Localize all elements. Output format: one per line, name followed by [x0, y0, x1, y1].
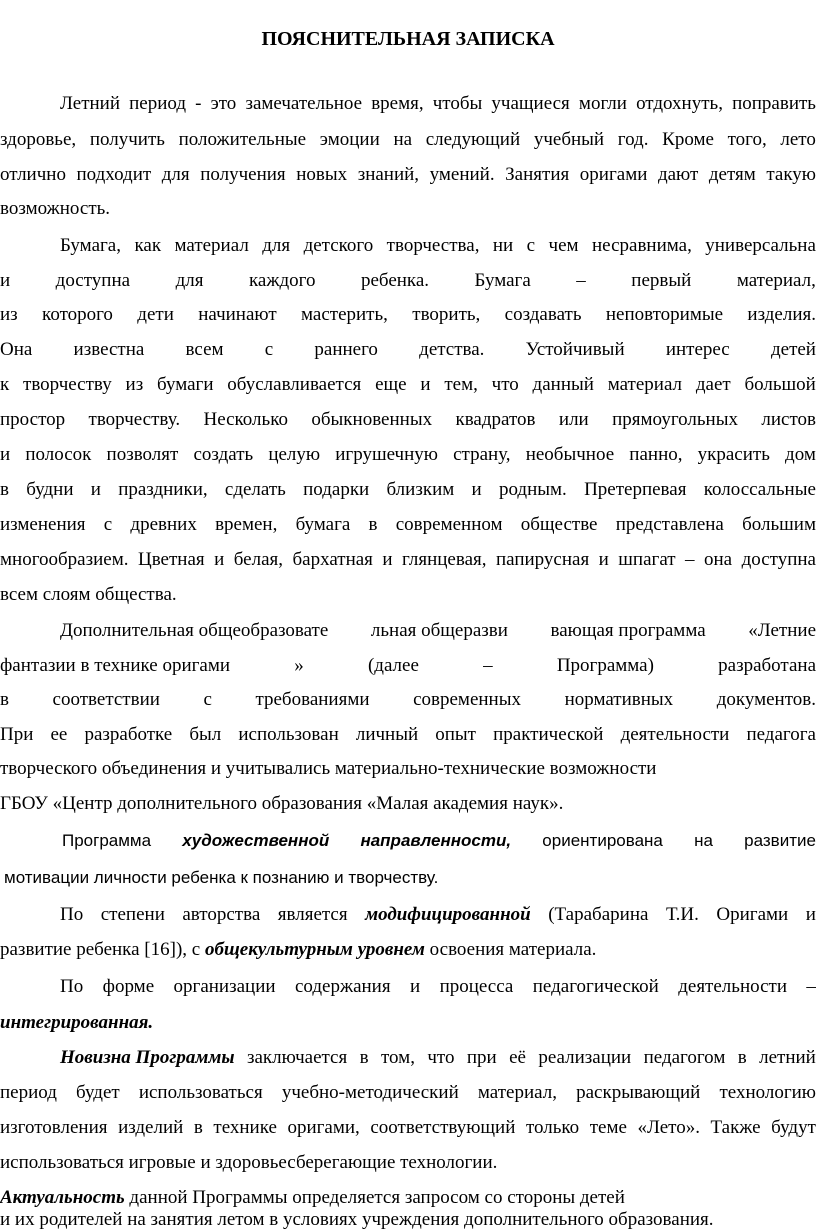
- p6-emphasis: интегрированная.: [0, 1012, 154, 1033]
- word: опыт: [435, 724, 476, 745]
- word: простор: [0, 409, 66, 430]
- word: и: [214, 549, 225, 570]
- word: вающая программа: [550, 620, 706, 641]
- p4-word: Программа: [62, 831, 152, 850]
- word: и: [471, 479, 482, 500]
- word: древних: [130, 514, 197, 535]
- word: Кроме: [662, 129, 714, 150]
- p1-line-3: [0, 163, 816, 187]
- word: учебно-методический: [281, 1082, 459, 1103]
- word: технологию: [719, 1082, 816, 1103]
- word: что: [491, 374, 519, 395]
- word: страну,: [453, 444, 511, 465]
- word: в: [368, 514, 378, 535]
- p7-word: педагогом: [643, 1047, 726, 1068]
- p2-line-7: [0, 443, 816, 467]
- word: Бумага,: [60, 235, 121, 256]
- word: и: [0, 270, 11, 291]
- p8-text: данной Программы определяется запросом со стороны детей: [124, 1187, 625, 1208]
- word: данный: [532, 374, 594, 395]
- word: первый: [631, 270, 692, 291]
- word: прямоугольных: [612, 409, 738, 430]
- p5-word: По: [60, 904, 84, 925]
- word: Летний: [60, 93, 120, 114]
- word: многообразием.: [0, 549, 129, 570]
- word: белая,: [233, 549, 284, 570]
- word: и: [90, 479, 101, 500]
- p4-word: на: [694, 831, 713, 850]
- word: творить,: [412, 304, 481, 325]
- word: Претерпевая: [584, 479, 687, 500]
- word: и: [382, 549, 393, 570]
- word: близким: [386, 479, 455, 500]
- word: использован: [238, 724, 339, 745]
- page-title: ПОЯСНИТЕЛЬНАЯ ЗАПИСКА: [261, 28, 555, 50]
- word: такую: [766, 164, 816, 185]
- p1-line-1: [0, 92, 816, 116]
- word: »: [294, 655, 304, 676]
- word: сделать: [224, 479, 286, 500]
- p5-word: Т.И.: [665, 904, 699, 925]
- p5-line-2: [0, 938, 816, 962]
- word: мастерить,: [301, 304, 388, 325]
- word: и: [598, 549, 609, 570]
- word: документов.: [716, 689, 816, 710]
- word: большим: [742, 514, 816, 535]
- p3-line-6: ГБОУ «Центр дополнительного образования «Малая академия наук».: [0, 793, 564, 814]
- word: соответствии: [52, 689, 160, 710]
- word: время,: [371, 93, 424, 114]
- word: в: [0, 479, 9, 500]
- word: замечательное: [245, 93, 363, 114]
- p2-line-11: всем слоям общества.: [0, 584, 177, 605]
- word: праздники,: [118, 479, 208, 500]
- word: положительные: [178, 129, 307, 150]
- p3-line-5: творческого объединения и учитывались материально-технические возможности: [0, 758, 657, 779]
- p5-word: авторства: [182, 904, 261, 925]
- word: и: [409, 976, 421, 997]
- word: дает: [695, 374, 731, 395]
- word: фантазии в технике оригами: [0, 655, 231, 676]
- word: творчеству.: [88, 409, 181, 430]
- p7-word: её: [509, 1047, 526, 1068]
- p7-word: в: [359, 1047, 369, 1068]
- word: был: [189, 724, 222, 745]
- p2-line-1: [0, 234, 816, 258]
- p2-line-5: [0, 373, 816, 397]
- p2-line-4: [0, 338, 816, 362]
- word: детям: [708, 164, 756, 185]
- word: раскрывающий: [576, 1082, 701, 1103]
- word: Также: [710, 1117, 761, 1138]
- p7-emphasis: Новизна Программы: [60, 1047, 235, 1068]
- word: или: [558, 409, 589, 430]
- word: –: [483, 655, 493, 676]
- word: теме: [589, 1117, 627, 1138]
- word: лето: [780, 129, 816, 150]
- word: всем: [185, 339, 224, 360]
- word: дом: [785, 444, 816, 465]
- word: интерес: [665, 339, 730, 360]
- word: разработке: [84, 724, 173, 745]
- word: известна: [73, 339, 145, 360]
- word: Занятия: [505, 164, 570, 185]
- p3-line-4: [0, 723, 816, 747]
- word: здоровье,: [0, 129, 77, 150]
- p8-emphasis: Актуальность: [0, 1187, 125, 1208]
- word: –: [685, 549, 695, 570]
- word: тем,: [444, 374, 478, 395]
- word: еще: [375, 374, 407, 395]
- word: шпагат: [618, 549, 676, 570]
- word: Программа): [556, 655, 654, 676]
- word: учебный: [533, 129, 605, 150]
- p2-line-2: [0, 269, 816, 293]
- word: обществе: [520, 514, 598, 535]
- p7-word: в: [737, 1047, 747, 1068]
- p5-word: является: [277, 904, 348, 925]
- word: для: [161, 164, 190, 185]
- word: как: [134, 235, 162, 256]
- word: в: [0, 689, 9, 710]
- word: папирусная: [495, 549, 590, 570]
- p3-line-1: [0, 619, 816, 643]
- word: с: [203, 689, 212, 710]
- word: содержания: [294, 976, 391, 997]
- p4-line-2: мотивации личности ребенка к познанию и творчеству.: [4, 868, 439, 887]
- word: современных: [413, 689, 521, 710]
- word: могли: [578, 93, 627, 114]
- word: раннего: [314, 339, 378, 360]
- p7-line-4: использоваться игровые и здоровьесберегающие технологии.: [0, 1152, 498, 1173]
- word: педагога: [746, 724, 816, 745]
- word: к: [0, 374, 10, 395]
- word: подарки: [303, 479, 370, 500]
- word: использоваться: [138, 1082, 263, 1103]
- p4-emphasis: направленности,: [360, 831, 512, 850]
- word: учащиеся: [491, 93, 570, 114]
- word: деятельности: [620, 724, 730, 745]
- word: -: [195, 93, 202, 114]
- word: создавать: [504, 304, 582, 325]
- word: льная общеразви: [370, 620, 508, 641]
- word: доступна: [741, 549, 816, 570]
- word: знаний,: [357, 164, 420, 185]
- word: глянцевая,: [402, 549, 487, 570]
- p2-line-6: [0, 408, 816, 432]
- word: ребенка.: [360, 270, 430, 291]
- word: деятельности: [678, 976, 787, 997]
- word: квадратов: [455, 409, 536, 430]
- p8-line-1: [0, 1186, 816, 1210]
- p2-line-10: [0, 548, 816, 572]
- word: дети: [137, 304, 174, 325]
- p4-word: развитие: [744, 831, 816, 850]
- word: изделия.: [747, 304, 816, 325]
- word: «Летние: [748, 620, 816, 641]
- word: отдохнуть,: [636, 93, 723, 114]
- word: Устойчивый: [525, 339, 625, 360]
- word: Несколько: [203, 409, 288, 430]
- word: личный: [355, 724, 419, 745]
- word: Дополнительная общеобразовате: [60, 620, 329, 641]
- p7-line-3: [0, 1116, 816, 1140]
- word: технике: [213, 1117, 277, 1138]
- word: получения: [200, 164, 286, 185]
- word: современном: [395, 514, 503, 535]
- p5-word: (Тарабарина: [548, 904, 649, 925]
- word: на: [393, 129, 413, 150]
- word: в: [193, 1117, 203, 1138]
- p6-line-1: [0, 975, 816, 999]
- word: творчеству: [23, 374, 112, 395]
- word: материал,: [736, 270, 816, 291]
- p5-word: Оригами: [716, 904, 789, 925]
- word: полосок: [25, 444, 92, 465]
- word: листов: [761, 409, 816, 430]
- p3-line-3: [0, 688, 816, 712]
- p8-line-2: и их родителей на занятия летом в условиях учреждения дополнительного образования.: [0, 1209, 714, 1230]
- word: панно,: [629, 444, 683, 465]
- word: бархатная: [292, 549, 373, 570]
- word: целую: [268, 444, 321, 465]
- word: Бумага: [474, 270, 531, 291]
- word: форме: [102, 976, 155, 997]
- word: изменения: [0, 514, 86, 535]
- p4-emphasis: художественной: [182, 831, 330, 850]
- word: из: [0, 304, 18, 325]
- p7-word: что: [427, 1047, 455, 1068]
- word: процесса: [439, 976, 514, 997]
- word: изделий: [118, 1117, 184, 1138]
- word: каждого: [248, 270, 316, 291]
- word: представлена: [615, 514, 724, 535]
- word: с: [103, 514, 113, 535]
- p5-text: освоения материала.: [424, 939, 597, 960]
- word: отлично: [0, 164, 66, 185]
- p4-word: ориентирована: [542, 831, 663, 850]
- word: того,: [727, 129, 767, 150]
- word: –: [576, 270, 586, 291]
- word: дают: [657, 164, 699, 185]
- word: Она: [0, 339, 33, 360]
- word: детей: [770, 339, 816, 360]
- p5-word: и: [805, 904, 816, 925]
- p1-line-2: [0, 128, 816, 152]
- p3-line-2: [0, 654, 816, 678]
- word: позволят: [106, 444, 179, 465]
- word: украсить: [697, 444, 770, 465]
- word: обуславливается: [227, 374, 362, 395]
- word: необычное: [525, 444, 615, 465]
- word: несравнима,: [592, 235, 692, 256]
- word: «Лето».: [637, 1117, 700, 1138]
- word: и: [420, 374, 431, 395]
- word: оригами: [579, 164, 648, 185]
- p2-line-9: [0, 513, 816, 537]
- word: период: [0, 1082, 57, 1103]
- word: создать: [193, 444, 254, 465]
- p1-line-4: возможность.: [0, 198, 111, 219]
- word: период: [129, 93, 187, 114]
- p7-line-2: [0, 1081, 816, 1105]
- word: ее: [50, 724, 68, 745]
- word: разработана: [718, 655, 816, 676]
- word: для: [262, 235, 291, 256]
- word: и: [0, 444, 11, 465]
- p5-line-1: [0, 903, 816, 927]
- p6-line-2: [0, 1011, 816, 1035]
- p4-line-1: [0, 829, 816, 853]
- word: При: [0, 724, 34, 745]
- p7-word: летний: [759, 1047, 816, 1068]
- word: бумага: [295, 514, 351, 535]
- p2-line-3: [0, 303, 816, 327]
- word: новых: [296, 164, 348, 185]
- word: она: [704, 549, 733, 570]
- word: будни: [26, 479, 74, 500]
- p5-emphasis: модифицированной: [365, 904, 531, 925]
- word: времен,: [215, 514, 278, 535]
- p7-line-1: [0, 1046, 816, 1070]
- p7-word: том,: [380, 1047, 415, 1068]
- p5-text: развитие ребенка [16]), с: [0, 939, 205, 960]
- word: материал,: [477, 1082, 557, 1103]
- word: детского: [303, 235, 374, 256]
- word: материал: [607, 374, 683, 395]
- word: умений.: [429, 164, 495, 185]
- p7-word: реализации: [538, 1047, 632, 1068]
- p5-word: степени: [100, 904, 165, 925]
- word: педагогической: [532, 976, 659, 997]
- word: которого: [42, 304, 113, 325]
- word: бумаги: [157, 374, 214, 395]
- word: универсальна: [705, 235, 816, 256]
- word: чем: [548, 235, 579, 256]
- p5-emphasis: общекультурным уровнем: [204, 939, 425, 960]
- word: По: [60, 976, 84, 997]
- p7-word: заключается: [246, 1047, 348, 1068]
- word: следующий: [425, 129, 521, 150]
- word: неповторимые: [605, 304, 724, 325]
- word: детства.: [419, 339, 485, 360]
- word: материал: [174, 235, 249, 256]
- p2-line-8: [0, 478, 816, 502]
- word: эмоции: [319, 129, 380, 150]
- word: будет: [76, 1082, 120, 1103]
- word: из: [125, 374, 144, 395]
- word: родным.: [498, 479, 567, 500]
- word: игрушечную: [335, 444, 438, 465]
- word: поправить: [732, 93, 816, 114]
- word: изготовления: [0, 1117, 108, 1138]
- word: чтобы: [432, 93, 483, 114]
- word: оригами,: [287, 1117, 360, 1138]
- word: соответствующий: [370, 1117, 516, 1138]
- word: подходит: [76, 164, 152, 185]
- word: требованиями: [255, 689, 370, 710]
- word: с: [264, 339, 274, 360]
- word: только: [525, 1117, 580, 1138]
- word: Цветная: [137, 549, 205, 570]
- word: ни: [492, 235, 514, 256]
- word: практической: [493, 724, 604, 745]
- word: это: [210, 93, 237, 114]
- word: колоссальные: [703, 479, 816, 500]
- p7-word: при: [466, 1047, 497, 1068]
- word: получить: [89, 129, 165, 150]
- word: год.: [617, 129, 649, 150]
- word: доступна: [55, 270, 131, 291]
- word: нормативных: [564, 689, 674, 710]
- word: начинают: [198, 304, 277, 325]
- word: организации: [173, 976, 276, 997]
- word: обыкновенных: [311, 409, 433, 430]
- word: творчества,: [386, 235, 480, 256]
- word: (далее: [367, 655, 419, 676]
- word: с: [526, 235, 536, 256]
- word: большой: [744, 374, 816, 395]
- word: будут: [771, 1117, 816, 1138]
- word: для: [175, 270, 204, 291]
- word: –: [806, 976, 816, 997]
